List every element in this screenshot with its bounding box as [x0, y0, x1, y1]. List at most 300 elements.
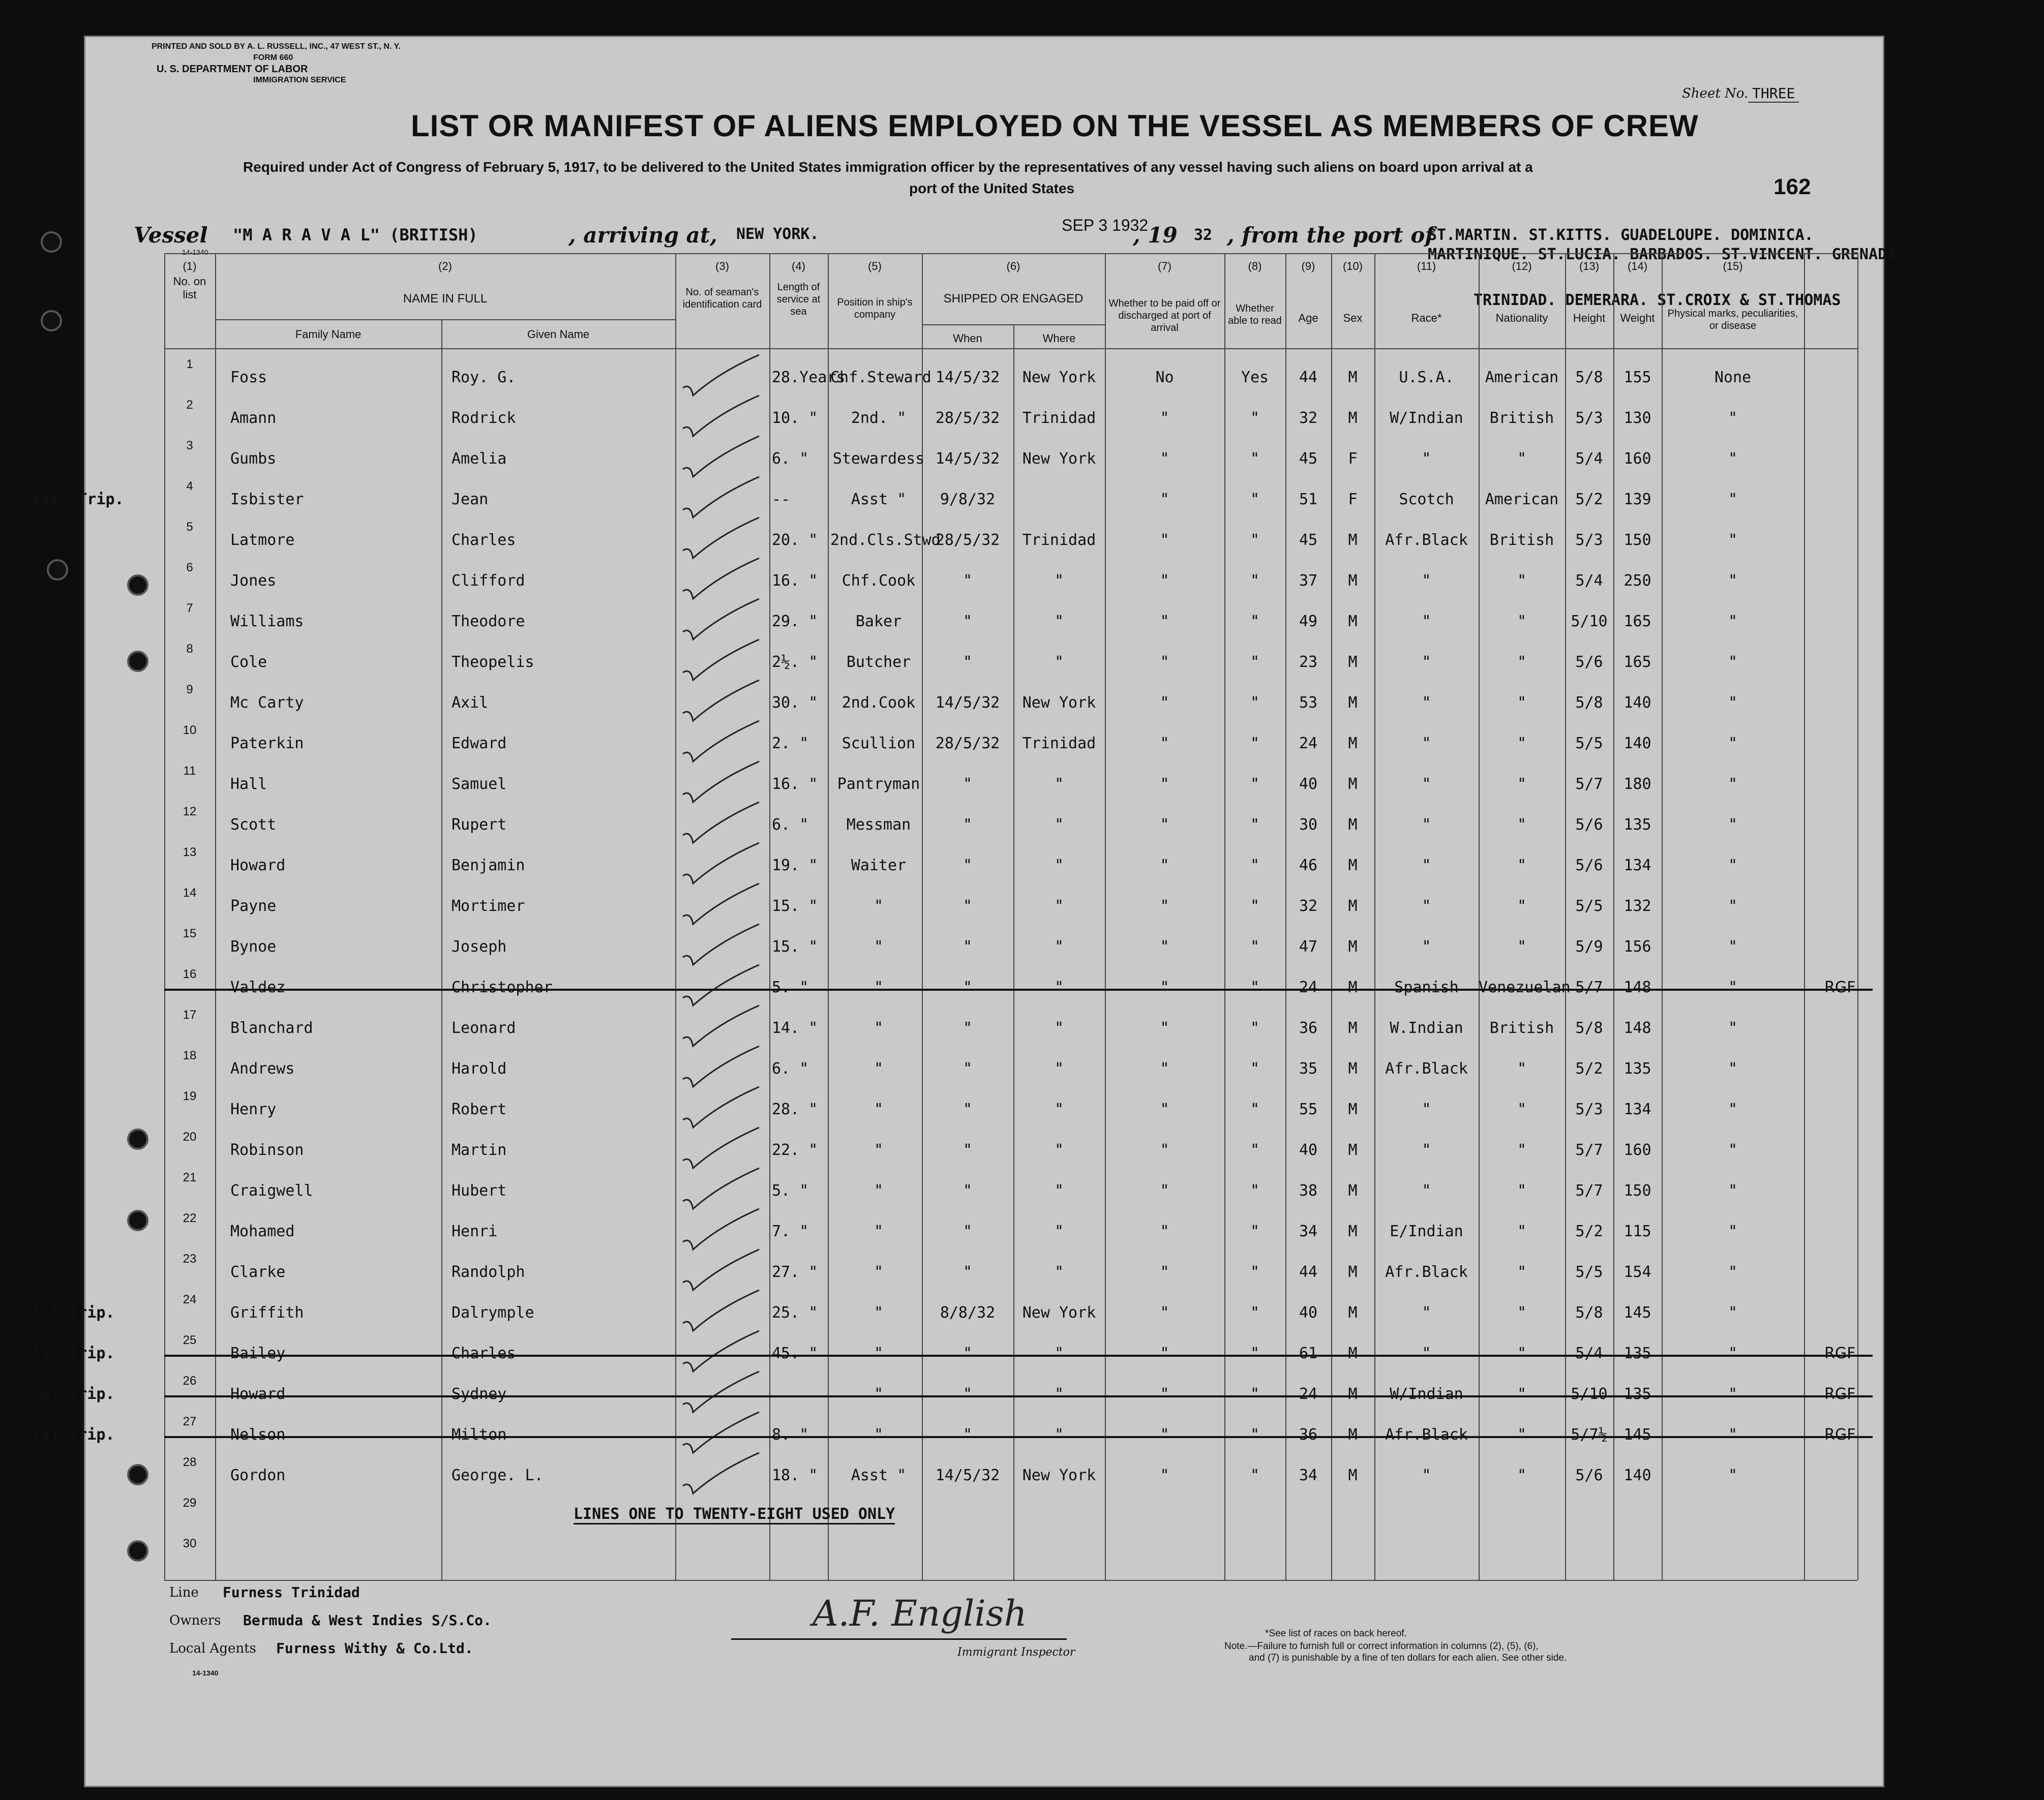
position: " — [874, 1385, 884, 1403]
nationality: " — [1517, 1223, 1527, 1240]
binder-hole — [47, 559, 68, 581]
id-card-check-icon — [678, 596, 764, 642]
physical-marks: " — [1728, 735, 1738, 752]
header-bottom-border — [164, 348, 1857, 349]
family-name: Mohamed — [230, 1223, 295, 1240]
age: 53 — [1299, 694, 1318, 712]
nationality: " — [1517, 897, 1527, 915]
header-nationality: Nationality — [1495, 312, 1548, 324]
col-num-10: (10) — [1342, 260, 1363, 272]
race: " — [1422, 450, 1431, 468]
height: 5/6 — [1575, 653, 1603, 671]
position: " — [874, 1019, 884, 1037]
able-to-read: " — [1250, 694, 1260, 712]
weight: 135 — [1624, 816, 1651, 834]
table-bottom-border — [164, 1580, 1857, 1581]
position: Asst " — [851, 1467, 907, 1484]
ports-line-3: TRINIDAD. DEMERARA. ST.CROIX & ST.THOMAS — [1474, 291, 1841, 309]
id-card-check-icon — [678, 1084, 764, 1130]
id-card-check-icon — [678, 1044, 764, 1089]
sex: M — [1348, 1141, 1358, 1159]
shipped-when: " — [963, 1019, 973, 1037]
header-physical-marks: Physical marks, peculiarities, or disease — [1667, 308, 1798, 331]
weight: 135 — [1624, 1385, 1651, 1403]
height: 5/6 — [1575, 857, 1603, 874]
able-to-read: " — [1250, 572, 1260, 590]
nationality: " — [1517, 1385, 1527, 1403]
position: Messman — [846, 816, 911, 834]
shipped-when: " — [963, 816, 973, 834]
race: " — [1422, 938, 1431, 956]
physical-marks: " — [1728, 409, 1738, 427]
strike-initials: RGF — [1824, 979, 1856, 996]
strikethrough-line — [164, 1436, 1873, 1438]
shipped-when: 28/5/32 — [935, 735, 1000, 752]
shipped-when: " — [963, 1223, 973, 1240]
able-to-read: " — [1250, 1101, 1260, 1118]
nationality: " — [1517, 1426, 1527, 1444]
row-number: 19 — [183, 1089, 197, 1103]
nationality: " — [1517, 1182, 1527, 1200]
nationality: " — [1517, 1101, 1527, 1118]
sex: M — [1348, 1345, 1358, 1362]
row-number: 14 — [183, 886, 197, 900]
height: 5/7 — [1575, 775, 1603, 793]
id-card-check-icon — [678, 800, 764, 845]
family-name: Hall — [230, 775, 267, 793]
physical-marks: " — [1728, 1345, 1738, 1362]
sex: M — [1348, 409, 1358, 427]
shipped-where: " — [1054, 1345, 1064, 1362]
height: 5/7 — [1575, 1141, 1603, 1159]
physical-marks: " — [1728, 1263, 1738, 1281]
length-of-service: 5. " — [772, 1182, 809, 1200]
family-name: Griffith — [230, 1304, 304, 1322]
col-divider — [215, 253, 216, 1580]
length-of-service: 7. " — [772, 1223, 809, 1240]
race: " — [1422, 735, 1431, 752]
col-divider — [769, 253, 770, 1580]
weight: 154 — [1624, 1263, 1651, 1281]
row-number: 24 — [183, 1293, 197, 1306]
binder-hole — [41, 310, 62, 331]
given-name: Randolph — [452, 1263, 525, 1281]
shipped-where: " — [1054, 1060, 1064, 1078]
family-name: Mc Carty — [230, 694, 304, 712]
physical-marks: " — [1728, 816, 1738, 834]
position: Waiter — [851, 857, 907, 874]
length-of-service: 6. " — [772, 1060, 809, 1078]
row-number: 4 — [186, 479, 193, 493]
weight: 165 — [1624, 613, 1651, 630]
lines-used-note: LINES ONE TO TWENTY-EIGHT USED ONLY — [574, 1505, 895, 1524]
year-value: 32 — [1194, 226, 1213, 244]
given-name: Harold — [452, 1060, 507, 1078]
given-name: Jean — [452, 491, 489, 508]
nationality: British — [1489, 409, 1554, 427]
physical-marks: " — [1728, 1101, 1738, 1118]
paid-off: " — [1160, 1060, 1169, 1078]
height: 5/3 — [1575, 531, 1603, 549]
age: 24 — [1299, 979, 1318, 996]
weight: 145 — [1624, 1426, 1651, 1444]
shipped-where: " — [1054, 979, 1064, 996]
given-name: Hubert — [452, 1182, 507, 1200]
race: " — [1422, 816, 1431, 834]
sex: M — [1348, 613, 1358, 630]
signature-line — [731, 1638, 1067, 1640]
shipped-when: " — [963, 572, 973, 590]
family-name: Henry — [230, 1101, 277, 1118]
position: " — [874, 1345, 884, 1362]
race: " — [1422, 572, 1431, 590]
height: 5/5 — [1575, 735, 1603, 752]
nationality: American — [1485, 369, 1559, 386]
length-of-service: 29. " — [772, 613, 818, 630]
sheet-number-value: THREE — [1748, 85, 1799, 103]
length-of-service: 28.Years — [772, 369, 846, 386]
length-of-service: 10. " — [772, 409, 818, 427]
height: 5/7½ — [1571, 1426, 1608, 1444]
paid-off: " — [1160, 1345, 1169, 1362]
height: 5/4 — [1575, 572, 1603, 590]
id-card-check-icon — [678, 352, 764, 398]
paid-off: " — [1160, 491, 1169, 508]
binder-hole — [127, 1464, 148, 1485]
family-name: Andrews — [230, 1060, 295, 1078]
position: 2nd.Cls.Stwd — [830, 531, 941, 549]
col-divider — [1804, 253, 1805, 1580]
page-number: 162 — [1774, 174, 1811, 199]
paid-off: " — [1160, 409, 1169, 427]
date-stamp: SEP 3 1932 — [1062, 216, 1149, 234]
length-of-service: 6. " — [772, 450, 809, 468]
sex: M — [1348, 1304, 1358, 1322]
col-num-6: (6) — [1006, 260, 1020, 272]
id-card-check-icon — [678, 556, 764, 601]
position: " — [874, 1304, 884, 1322]
form-code-top: 14-1340 — [182, 248, 208, 256]
shipped-where: " — [1054, 572, 1064, 590]
height: 5/6 — [1575, 816, 1603, 834]
able-to-read: " — [1250, 450, 1260, 468]
weight: 145 — [1624, 1304, 1651, 1322]
nationality: " — [1517, 1263, 1527, 1281]
trip-note: 1st Trip. — [32, 1345, 115, 1362]
nationality: " — [1517, 775, 1527, 793]
row-number: 5 — [186, 520, 193, 534]
row-number: 25 — [183, 1333, 197, 1347]
race: " — [1422, 857, 1431, 874]
paid-off: " — [1160, 1467, 1169, 1484]
id-card-check-icon — [678, 1328, 764, 1374]
trip-note: 1st Trip. — [32, 1426, 115, 1444]
sex: M — [1348, 1426, 1358, 1444]
physical-marks: " — [1728, 1060, 1738, 1078]
able-to-read: " — [1250, 653, 1260, 671]
ports-line-2: MARTINIQUE. ST.LUCIA. BARBADOS. ST.VINCENT. GRENADA — [1428, 246, 1897, 263]
printer-line: PRINTED AND SOLD BY A. L. RUSSELL, INC., 47 WEST ST., N. Y. — [152, 42, 401, 51]
id-card-check-icon — [678, 434, 764, 479]
row-number: 1 — [186, 357, 193, 371]
height: 5/10 — [1571, 613, 1608, 630]
length-of-service: 22. " — [772, 1141, 818, 1159]
physical-marks: " — [1728, 613, 1738, 630]
sex: F — [1348, 491, 1358, 508]
race: Spanish — [1394, 979, 1459, 996]
row-number: 26 — [183, 1374, 197, 1388]
age: 37 — [1299, 572, 1318, 590]
binder-hole — [127, 574, 148, 596]
header-sex: Sex — [1343, 312, 1363, 324]
weight: 139 — [1624, 491, 1651, 508]
col-num-15: (15) — [1723, 260, 1743, 272]
col-num-13: (13) — [1579, 260, 1600, 272]
row-number: 15 — [183, 927, 197, 940]
nationality: " — [1517, 1467, 1527, 1484]
paid-off: " — [1160, 1101, 1169, 1118]
nationality: " — [1517, 613, 1527, 630]
shipped-where: New York — [1022, 694, 1096, 712]
length-of-service: 20. " — [772, 531, 818, 549]
length-of-service: 14. " — [772, 1019, 818, 1037]
shipped-where: " — [1054, 1141, 1064, 1159]
weight: 148 — [1624, 979, 1651, 996]
weight: 132 — [1624, 897, 1651, 915]
family-name: Bynoe — [230, 938, 277, 956]
nationality: " — [1517, 450, 1527, 468]
physical-marks: " — [1728, 450, 1738, 468]
shipped-when: " — [963, 775, 973, 793]
shipped-where: " — [1054, 938, 1064, 956]
given-name: Milton — [452, 1426, 507, 1444]
length-of-service: 5. " — [772, 979, 809, 996]
line-value: Furness Trinidad — [223, 1584, 360, 1601]
able-to-read: " — [1250, 1385, 1260, 1403]
given-name: Amelia — [452, 450, 507, 468]
race: " — [1422, 1101, 1431, 1118]
position: " — [874, 1182, 884, 1200]
failure-note-1: Note.—Failure to furnish full or correct information in columns (2), (5), (6), — [1224, 1641, 1539, 1652]
given-name: Dalrymple — [452, 1304, 534, 1322]
id-card-check-icon — [678, 1166, 764, 1211]
year-prefix: , 19 — [1133, 223, 1178, 248]
header-where: Where — [1042, 332, 1076, 345]
shipped-when: " — [963, 897, 973, 915]
shipped-when: " — [963, 1141, 973, 1159]
age: 46 — [1299, 857, 1318, 874]
position: Chf.Steward — [830, 369, 931, 386]
given-name: Edward — [452, 735, 507, 752]
shipped-where: " — [1054, 653, 1064, 671]
id-card-check-icon — [678, 1288, 764, 1333]
race: Afr.Black — [1385, 531, 1468, 549]
col-num-9: (9) — [1301, 260, 1315, 272]
paid-off: " — [1160, 1385, 1169, 1403]
race: " — [1422, 775, 1431, 793]
age: 61 — [1299, 1345, 1318, 1362]
sex: M — [1348, 1019, 1358, 1037]
col-num-5: (5) — [868, 260, 882, 272]
able-to-read: " — [1250, 613, 1260, 630]
able-to-read: " — [1250, 531, 1260, 549]
race: " — [1422, 897, 1431, 915]
sex: M — [1348, 938, 1358, 956]
form-number: FORM 660 — [253, 53, 293, 62]
race: E/Indian — [1390, 1223, 1463, 1240]
sex: M — [1348, 735, 1358, 752]
position: " — [874, 979, 884, 996]
sex: M — [1348, 897, 1358, 915]
physical-marks: " — [1728, 1223, 1738, 1240]
paid-off: " — [1160, 450, 1169, 468]
id-card-check-icon — [678, 922, 764, 967]
id-card-check-icon — [678, 1003, 764, 1049]
binder-hole — [127, 1128, 148, 1150]
able-to-read: " — [1250, 491, 1260, 508]
position: " — [874, 938, 884, 956]
id-card-check-icon — [678, 962, 764, 1008]
binder-hole — [127, 651, 148, 672]
race: " — [1422, 1345, 1431, 1362]
nationality: British — [1489, 1019, 1554, 1037]
page-title: LIST OR MANIFEST OF ALIENS EMPLOYED ON THE VESSEL AS MEMBERS OF CREW — [411, 109, 1699, 143]
race: " — [1422, 613, 1431, 630]
physical-marks: " — [1728, 1467, 1738, 1484]
family-name: Jones — [230, 572, 277, 590]
height: 5/2 — [1575, 1223, 1603, 1240]
nationality: " — [1517, 857, 1527, 874]
paid-off: " — [1160, 897, 1169, 915]
from-port-label: , from the port of — [1227, 223, 1434, 248]
col-num-14: (14) — [1627, 260, 1648, 272]
header-length-service: Length of service at sea — [776, 282, 821, 317]
row-number: 6 — [186, 561, 193, 574]
id-card-check-icon — [678, 1369, 764, 1415]
sex: M — [1348, 653, 1358, 671]
paid-off: " — [1160, 694, 1169, 712]
row-number: 23 — [183, 1252, 197, 1266]
subtitle-line-2: port of the United States — [909, 180, 1075, 196]
family-name: Payne — [230, 897, 277, 915]
able-to-read: " — [1250, 1304, 1260, 1322]
col-divider — [441, 319, 442, 1580]
family-name: Cole — [230, 653, 267, 671]
nationality: " — [1517, 1304, 1527, 1322]
age: 49 — [1299, 613, 1318, 630]
header-no-on-list: No. on list — [173, 275, 206, 301]
age: 34 — [1299, 1467, 1318, 1484]
height: 5/7 — [1575, 979, 1603, 996]
id-card-check-icon — [678, 1247, 764, 1293]
position: " — [874, 1223, 884, 1240]
physical-marks: None — [1714, 369, 1752, 386]
shipped-where: Trinidad — [1022, 409, 1096, 427]
shipped-where: " — [1054, 1019, 1064, 1037]
weight: 134 — [1624, 1101, 1651, 1118]
position: Stewardess — [832, 450, 925, 468]
shipped-where: " — [1054, 857, 1064, 874]
sex: M — [1348, 1223, 1358, 1240]
paid-off: " — [1160, 1141, 1169, 1159]
shipped-when: " — [963, 1263, 973, 1281]
header-name-in-full: NAME IN FULL — [403, 292, 488, 306]
physical-marks: " — [1728, 979, 1738, 996]
shipped-where: " — [1054, 775, 1064, 793]
age: 45 — [1299, 531, 1318, 549]
header-given-name: Given Name — [527, 328, 590, 341]
table-top-border — [164, 253, 1857, 254]
id-card-check-icon — [678, 718, 764, 764]
races-note: *See list of races on back hereof. — [1265, 1628, 1407, 1639]
race: Scotch — [1399, 491, 1454, 508]
physical-marks: " — [1728, 1182, 1738, 1200]
weight: 160 — [1624, 450, 1651, 468]
row-number: 18 — [183, 1049, 197, 1062]
position: " — [874, 1060, 884, 1078]
shipped-where: New York — [1022, 1467, 1096, 1484]
id-card-check-icon — [678, 1206, 764, 1252]
arriving-port: NEW YORK. — [736, 225, 819, 243]
paid-off: " — [1160, 735, 1169, 752]
able-to-read: " — [1250, 1060, 1260, 1078]
age: 44 — [1299, 1263, 1318, 1281]
col-num-7: (7) — [1158, 260, 1171, 272]
sex: M — [1348, 369, 1358, 386]
row-number: 9 — [186, 683, 193, 696]
header-paid-off: Whether to be paid off or discharged at port of arrival — [1108, 298, 1221, 333]
age: 36 — [1299, 1019, 1318, 1037]
given-name: Rupert — [452, 816, 507, 834]
id-card-check-icon — [678, 474, 764, 520]
weight: 140 — [1624, 1467, 1651, 1484]
able-to-read: " — [1250, 1019, 1260, 1037]
given-name: Theopelis — [452, 653, 534, 671]
strike-initials: RGF — [1824, 1345, 1856, 1362]
position: 2nd. " — [851, 409, 907, 427]
height: 5/8 — [1575, 694, 1603, 712]
arriving-label: , arriving at, — [568, 223, 717, 248]
service-label: IMMIGRATION SERVICE — [253, 76, 346, 84]
nationality: " — [1517, 653, 1527, 671]
able-to-read: " — [1250, 1426, 1260, 1444]
race: Afr.Black — [1385, 1426, 1468, 1444]
given-name: Mortimer — [452, 897, 525, 915]
nationality: British — [1489, 531, 1554, 549]
age: 36 — [1299, 1426, 1318, 1444]
height: 5/5 — [1575, 897, 1603, 915]
height: 5/4 — [1575, 1345, 1603, 1362]
family-name: Scott — [230, 816, 277, 834]
physical-marks: " — [1728, 491, 1738, 508]
paid-off: " — [1160, 653, 1169, 671]
sex: M — [1348, 816, 1358, 834]
shipped-where: " — [1054, 1385, 1064, 1403]
strike-initials: RGF — [1824, 1426, 1856, 1444]
given-name: Axil — [452, 694, 489, 712]
shipped-when: " — [963, 938, 973, 956]
vessel-name: "M A R A V A L" (BRITISH) — [233, 225, 478, 245]
row-number: 21 — [183, 1171, 197, 1184]
col-num-1: (1) — [183, 260, 197, 272]
sex: M — [1348, 572, 1358, 590]
given-name: Theodore — [452, 613, 525, 630]
given-name: Joseph — [452, 938, 507, 956]
inspector-signature: A.F. English — [813, 1593, 1027, 1634]
physical-marks: " — [1728, 572, 1738, 590]
length-of-service: 30. " — [772, 694, 818, 712]
department-label: U. S. DEPARTMENT OF LABOR — [157, 64, 308, 75]
